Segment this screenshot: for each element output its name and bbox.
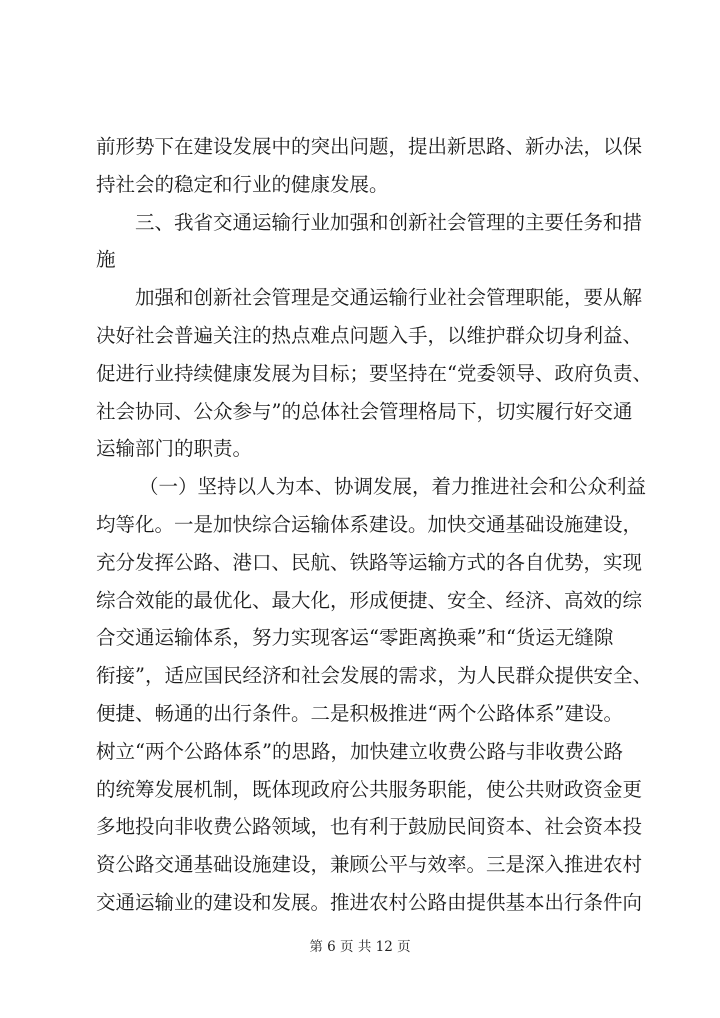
- text-line: 前形势下在建设发展中的突出问题，提出新思路、新办法，以保: [96, 135, 643, 158]
- text-line: 决好社会普遍关注的热点难点问题入手，以维护群众切身利益、: [96, 323, 643, 347]
- body-text: [96, 128, 652, 922]
- page-number: 第 6 页 共 12 页: [309, 939, 411, 955]
- text-line: 综合效能的最优化、最大化，形成便捷、安全、经济、高效的综: [96, 588, 643, 612]
- paragraph-start: 加强和创新社会管理是交通运输行业社会管理职能，要从解: [135, 286, 643, 310]
- text-line: 便捷、畅通的出行条件。二是积极推进“两个公路体系”建设。: [96, 701, 623, 725]
- text-line: 均等化。一是加快综合运输体系建设。加快交通基础设施建设，: [96, 512, 643, 536]
- text-line: 资公路交通基础设施建设，兼顾公平与效率。三是深入推进农村: [96, 853, 643, 877]
- text-line: 衔接”，适应国民经济和社会发展的需求，为人民群众提供安全、: [96, 664, 652, 688]
- paragraph-start: （一）坚持以人为本、协调发展，着力推进社会和公众利益: [139, 475, 647, 499]
- text-line: 社会协同、公众参与”的总体社会管理格局下，切实履行好交通: [96, 399, 633, 423]
- text-line: 交通运输业的建设和发展。推进农村公路由提供基本出行条件向: [96, 890, 643, 914]
- section-heading: 三、我省交通运输行业加强和创新社会管理的主要任务和措: [135, 210, 643, 234]
- page-footer: [0, 937, 720, 957]
- section-heading-continued: 施: [96, 248, 116, 272]
- text-line: 的统筹发展机制，既体现政府公共服务职能，使公共财政资金更: [96, 777, 643, 801]
- text-line: 充分发挥公路、港口、民航、铁路等运输方式的各自优势，实现: [96, 550, 643, 574]
- text-line: 多地投向非收费公路领域，也有利于鼓励民间资本、社会资本投: [96, 815, 643, 839]
- text-line: 持社会的稳定和行业的健康发展。: [96, 172, 389, 196]
- text-line: 促进行业持续健康发展为目标；要坚持在“党委领导、政府负责、: [96, 361, 652, 385]
- text-line: 合交通运输体系，努力实现客运“零距离换乘”和“货运无缝隙: [96, 626, 614, 650]
- text-line: 树立“两个公路体系”的思路，加快建立收费公路与非收费公路: [96, 739, 623, 763]
- text-line: 运输部门的职责。: [96, 437, 253, 461]
